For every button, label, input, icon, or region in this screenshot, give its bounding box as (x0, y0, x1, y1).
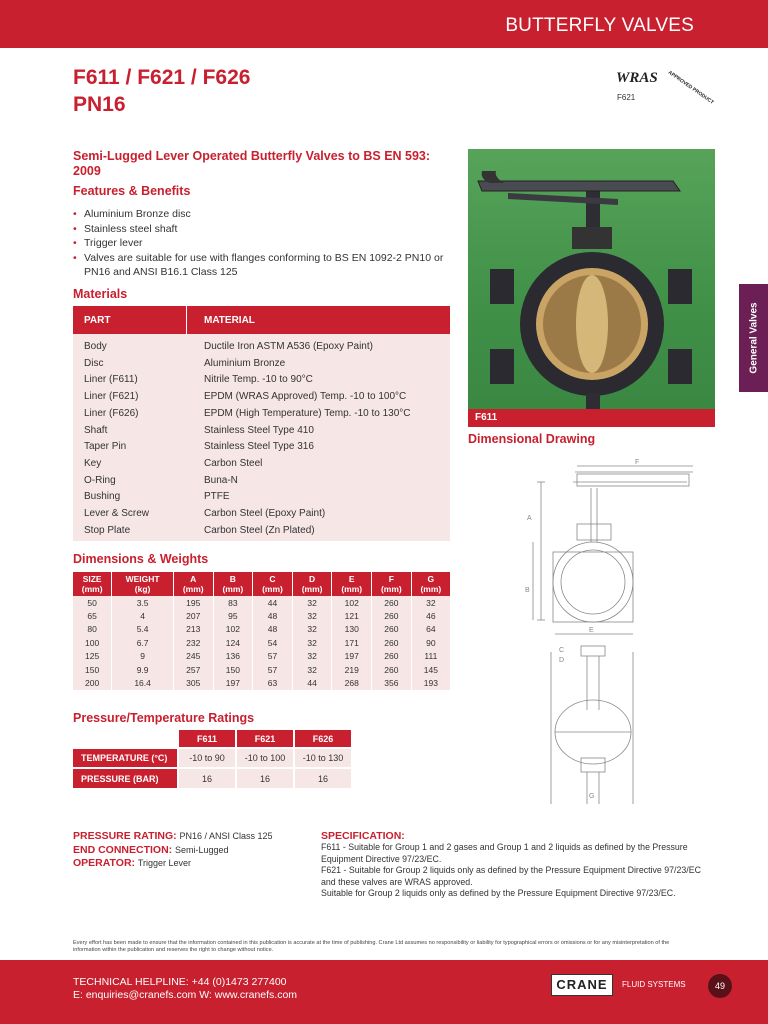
dimensional-drawing (515, 452, 705, 814)
dimensions-col-header (73, 572, 112, 596)
material-cell: PTFE (204, 491, 230, 503)
dimensions-col-header (292, 572, 332, 596)
row-label: TEMPERATURE (°C) (73, 748, 178, 768)
column-name: WEIGHT (125, 574, 160, 584)
feature-item: • Aluminium Bronze disc (73, 207, 453, 222)
side-tab (739, 284, 768, 392)
table-row (73, 505, 450, 522)
pressure-col-f626: F626 (294, 730, 352, 748)
specification-line: F611 - Suitable for Group 1 and 2 gases and Group 1 and 2 liquids as defined by the Pressure Equipment Directive 97/23/EC. (321, 842, 688, 864)
table-row (73, 455, 450, 472)
material-cell: EPDM (High Temperature) Temp. -10 to 130°C (204, 407, 411, 419)
table-row (73, 438, 450, 455)
column-name: F (388, 574, 394, 584)
feature-item: • Stainless steel shaft (73, 222, 453, 237)
table-cell: 65 (73, 609, 112, 622)
table-cell: 260 (372, 663, 412, 676)
pressure-rating-label: PRESSURE RATING: (73, 830, 177, 842)
division-label: FLUID SYSTEMS (622, 980, 686, 989)
part-cell: Lever & Screw (84, 508, 150, 519)
table-cell: 145 (411, 663, 450, 676)
column-name: G (427, 574, 435, 584)
end-connection-line (73, 844, 313, 858)
table-row (73, 371, 450, 388)
table-cell: 150 (73, 663, 112, 676)
materials-table-body (73, 334, 450, 541)
column-unit: (mm) (182, 584, 204, 594)
specification-heading: SPECIFICATION: (321, 830, 405, 842)
product-photo (468, 149, 715, 427)
specification-line: F621 - Suitable for Group 2 liquids only as defined by the Pressure Equipment Directive 97/23/EC and these valves are WRAS approved. (321, 865, 701, 887)
table-cell: 3.5 (112, 596, 174, 609)
table-cell: 32 (292, 663, 332, 676)
product-heading: Semi-Lugged Lever Operated Butterfly Valves to BS EN 593: 2009 (73, 149, 431, 178)
table-cell: 9.9 (112, 663, 174, 676)
dimensions-col-header (372, 572, 412, 596)
column-unit: (mm) (222, 584, 244, 594)
table-cell: 32 (292, 650, 332, 663)
table-cell: 9 (112, 650, 174, 663)
table-cell: 16 (236, 768, 294, 788)
table-cell: 57 (253, 650, 293, 663)
pressure-heading: Pressure/Temperature Ratings (73, 711, 255, 725)
table-cell: 16 (294, 768, 352, 788)
table-row (73, 596, 450, 609)
table-cell: 213 (173, 623, 213, 636)
footer (0, 960, 768, 1024)
table-row (73, 609, 450, 622)
table-cell: 305 (173, 676, 213, 689)
table-cell: 50 (73, 596, 112, 609)
table-row (73, 623, 450, 636)
table-cell: 83 (213, 596, 253, 609)
column-name: B (229, 574, 236, 584)
table-cell: 125 (73, 650, 112, 663)
helpline: TECHNICAL HELPLINE: +44 (0)1473 277400 (73, 976, 287, 988)
material-cell: Buna-N (204, 474, 238, 486)
material-cell: Stainless Steel Type 316 (204, 441, 314, 453)
contact-line: E: enquiries@cranefs.com W: www.cranefs.com (73, 989, 298, 1001)
wras-model-label: F621 (617, 93, 636, 102)
drawing-label-b: B (525, 587, 530, 594)
table-cell: 136 (213, 650, 253, 663)
table-row (73, 636, 450, 649)
materials-table-header (73, 306, 450, 334)
dimensions-col-header (332, 572, 372, 596)
table-row (73, 355, 450, 372)
material-cell: Nitrile Temp. -10 to 90°C (204, 374, 313, 386)
table-cell: 48 (253, 623, 293, 636)
material-cell: Aluminium Bronze (204, 357, 286, 369)
part-cell: Liner (F621) (84, 391, 139, 403)
pressure-table-corner (73, 730, 178, 748)
table-row (73, 472, 450, 489)
table-cell: 32 (411, 596, 450, 609)
column-unit: (mm) (420, 584, 442, 594)
header-divider (186, 306, 187, 334)
crane-logo: CRANE (551, 974, 613, 996)
table-cell: 356 (372, 676, 412, 689)
part-cell: O-Ring (84, 474, 116, 486)
table-cell: 32 (292, 636, 332, 649)
table-cell: 5.4 (112, 623, 174, 636)
table-cell: 260 (372, 650, 412, 663)
wras-logo-subtext: APPROVED PRODUCT (666, 69, 715, 106)
disclaimer: Every effort has been made to ensure that the information contained in this publication is accurate at the time of publishing. Crane Ltd assumes no responsibility or liability for typographical errors or omissions or for any misinterpretation of the information within the publication and reserves the right to change without notice. (73, 940, 670, 953)
material-cell: Ductile Iron ASTM A536 (Epoxy Paint) (204, 341, 373, 352)
table-cell: 57 (253, 663, 293, 676)
table-cell: 219 (332, 663, 372, 676)
table-cell: 90 (411, 636, 450, 649)
dimensions-col-header (253, 572, 293, 596)
specification (321, 830, 701, 900)
column-name: C (269, 574, 276, 584)
table-cell: 32 (292, 596, 332, 609)
operator-line (73, 857, 313, 871)
table-row (73, 522, 450, 539)
column-unit: (mm) (262, 584, 283, 594)
features-heading: Features & Benefits (73, 184, 191, 198)
table-cell: 124 (213, 636, 253, 649)
part-cell: Shaft (84, 424, 108, 436)
photo-label: F611 (468, 409, 715, 427)
table-cell: 260 (372, 596, 412, 609)
table-cell: 44 (253, 596, 293, 609)
pressure-table (73, 730, 353, 788)
table-cell: 102 (332, 596, 372, 609)
table-cell: 44 (292, 676, 332, 689)
pressure-rating-value: PN16 / ANSI Class 125 (179, 831, 273, 841)
materials-col-part: PART (84, 315, 111, 326)
table-cell: 63 (253, 676, 293, 689)
table-cell: 197 (213, 676, 253, 689)
pressure-col-f621: F621 (236, 730, 294, 748)
table-cell: 195 (173, 596, 213, 609)
material-cell: Stainless Steel Type 410 (204, 424, 314, 436)
table-cell: 100 (73, 636, 112, 649)
product-models: F611 / F621 / F626 (73, 66, 251, 89)
table-row (73, 676, 450, 689)
table-cell: -10 to 100 (236, 748, 294, 768)
table-row (73, 338, 450, 355)
feature-item: • Trigger lever (73, 236, 453, 251)
drawing-label-g: G (589, 793, 595, 800)
part-cell: Stop Plate (84, 524, 131, 536)
table-cell: 16 (178, 768, 236, 788)
material-cell: EPDM (WRAS Approved) Temp. -10 to 100°C (204, 391, 407, 403)
table-row (73, 663, 450, 676)
material-cell: Carbon Steel (Epoxy Paint) (204, 508, 326, 519)
table-row (73, 388, 450, 405)
table-cell: 46 (411, 609, 450, 622)
pressure-col-f611: F611 (178, 730, 236, 748)
wras-logo-text: WRAS (616, 70, 658, 86)
table-cell: 102 (213, 623, 253, 636)
table-cell: 16.4 (112, 676, 174, 689)
column-name: A (190, 574, 197, 584)
table-cell: 197 (332, 650, 372, 663)
section-title: BUTTERFLY VALVES (505, 15, 694, 36)
table-cell: 232 (173, 636, 213, 649)
operator-value: Trigger Lever (137, 858, 191, 868)
part-cell: Taper Pin (84, 441, 127, 453)
feature-item: • Valves are suitable for use with flanges conforming to BS EN 1092-2 PN10 or PN16 and ANSI B16.1 Class 125 (73, 251, 453, 280)
dimensions-heading: Dimensions & Weights (73, 552, 209, 566)
features-list (73, 207, 453, 280)
drawing-heading: Dimensional Drawing (468, 432, 596, 446)
part-cell: Liner (F611) (84, 374, 138, 386)
table-cell: 150 (213, 663, 253, 676)
drawing-label-d: D (559, 657, 565, 664)
table-cell: 245 (173, 650, 213, 663)
part-cell: Bushing (84, 491, 121, 503)
table-cell: 32 (292, 609, 332, 622)
table-row (73, 488, 450, 505)
table-cell: 200 (73, 676, 112, 689)
pressure-class: PN16 (73, 93, 126, 116)
table-cell: 193 (411, 676, 450, 689)
table-row (73, 405, 450, 422)
column-name: SIZE (82, 574, 102, 584)
table-cell: 130 (332, 623, 372, 636)
header-bar (0, 0, 768, 48)
dimensions-col-header (411, 572, 450, 596)
end-connection-label: END CONNECTION: (73, 843, 173, 856)
table-cell: 95 (213, 609, 253, 622)
material-cell: Carbon Steel (204, 457, 263, 469)
dimensions-col-header (173, 572, 213, 596)
part-cell: Body (84, 341, 107, 352)
dimensions-table (73, 572, 450, 690)
part-cell: Key (84, 457, 102, 469)
butterfly-valve-image (468, 149, 715, 427)
table-row (73, 422, 450, 439)
table-cell: 121 (332, 609, 372, 622)
table-cell: 260 (372, 609, 412, 622)
column-name: E (348, 574, 355, 584)
specification-line: Suitable for Group 2 liquids only as defined by the Pressure Equipment Directive 97/23/EC. (321, 888, 676, 898)
table-cell: -10 to 130 (294, 748, 352, 768)
pressure-row-temperature (73, 748, 352, 768)
table-cell: 207 (173, 609, 213, 622)
table-cell: 257 (173, 663, 213, 676)
column-unit: (mm) (380, 584, 402, 594)
column-unit: (mm) (81, 584, 103, 594)
drawing-label-f: F (635, 459, 640, 466)
side-tab-label: General Valves (748, 302, 759, 374)
table-cell: 260 (372, 636, 412, 649)
drawing-label-e: E (589, 627, 594, 634)
pressure-rating-line (73, 830, 313, 844)
drawing-label-c: C (559, 647, 565, 654)
part-cell: Disc (84, 357, 104, 369)
pressure-row-pressure (73, 768, 352, 788)
drawing-label-a: A (527, 515, 532, 522)
table-cell: 111 (411, 650, 450, 663)
table-row (73, 650, 450, 663)
table-cell: 268 (332, 676, 372, 689)
part-cell: Liner (F626) (84, 407, 139, 419)
row-label: PRESSURE (BAR) (73, 768, 178, 788)
table-cell: 54 (253, 636, 293, 649)
ratings-summary (73, 830, 313, 871)
material-cell: Carbon Steel (Zn Plated) (204, 524, 315, 536)
column-name: D (309, 574, 316, 584)
page-number: 49 (708, 974, 732, 998)
table-cell: 48 (253, 609, 293, 622)
table-cell: 171 (332, 636, 372, 649)
table-cell: -10 to 90 (178, 748, 236, 768)
table-cell: 32 (292, 623, 332, 636)
table-cell: 4 (112, 609, 174, 622)
materials-col-material: MATERIAL (204, 315, 255, 326)
table-cell: 80 (73, 623, 112, 636)
operator-label: OPERATOR: (73, 857, 136, 869)
table-cell: 260 (372, 623, 412, 636)
dimensions-col-header (213, 572, 253, 596)
column-unit: (mm) (341, 584, 363, 594)
materials-heading: Materials (73, 287, 128, 301)
end-connection-value: Semi-Lugged (174, 844, 229, 855)
dimensions-col-header (112, 572, 174, 596)
table-cell: 6.7 (112, 636, 174, 649)
table-cell: 64 (411, 623, 450, 636)
column-unit: (kg) (134, 584, 151, 594)
column-unit: (mm) (301, 584, 323, 594)
